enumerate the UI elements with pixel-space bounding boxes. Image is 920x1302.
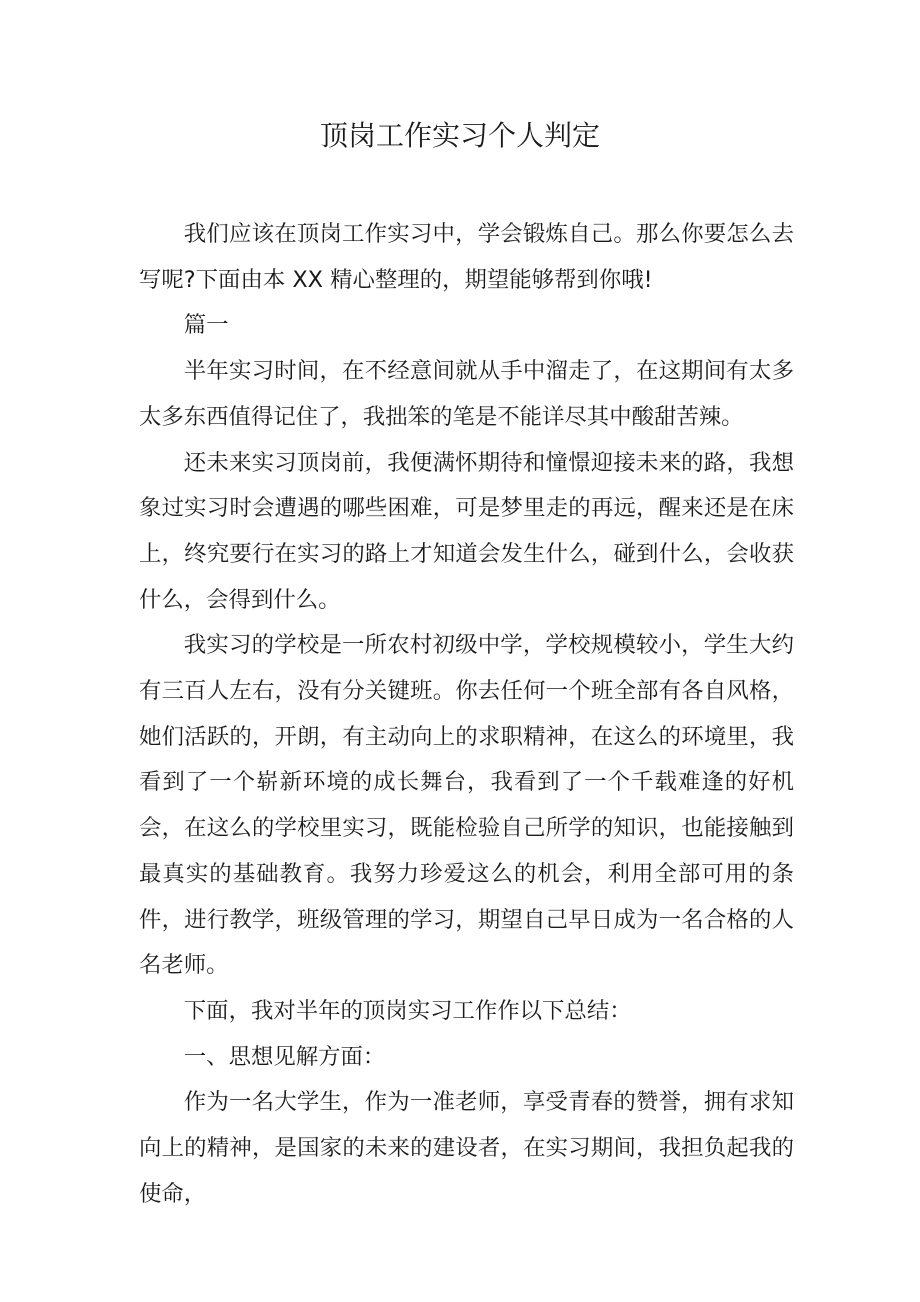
section-heading-thought: 一、思想见解方面： <box>183 1043 386 1070</box>
paragraph: 半年实习时间，在不经意间就从手中溜走了，在这期间有太多太多东西值得记住了，我拙笨的笔是不能详尽其中酸甜苦辣。 <box>139 358 794 430</box>
paragraph-intro: 我们应该在顶岗工作实习中，学会锻炼自己。那么你要怎么去写呢?下面由本 XX 精心整理的，期望能够帮到你哦! <box>139 221 794 293</box>
paragraph: 我实习的学校是一所农村初级中学，学校规模较小，学生大约有三百人左右，没有分关键班。你去任何一个班全部有各自风格，她们活跃的，开朗，有主动向上的求职精神，在这么的环境里，我看到了一个崭新环境的成长舞台，我看到了一个千载难逢的好机会，在这么的学校里实习，既能检验自己所学的知识，也能接触到最真实的基础教育。我努力珍爱这么的机会，利用全部可用的条件，进行教学，班级管理的学习，期望自己早日成为一名合格的人名老师。 <box>139 632 794 979</box>
document-body <box>139 212 794 1217</box>
section-heading-part-one: 篇一 <box>183 312 229 339</box>
paragraph: 下面，我对半年的顶岗实习工作作以下总结： <box>183 997 632 1024</box>
paragraph: 作为一名大学生，作为一准老师，享受青春的赞誉，拥有求知向上的精神，是国家的未来的建设者，在实习期间，我担负起我的使命， <box>139 1089 794 1207</box>
paragraph: 还未来实习顶岗前，我便满怀期待和憧憬迎接未来的路，我想象过实习时会遭遇的哪些困难，可是梦里走的再远，醒来还是在床上，终究要行在实习的路上才知道会发生什么，碰到什么，会收获什么，会得到什么。 <box>139 449 794 613</box>
document-title: 顶岗工作实习个人判定 <box>319 119 600 152</box>
